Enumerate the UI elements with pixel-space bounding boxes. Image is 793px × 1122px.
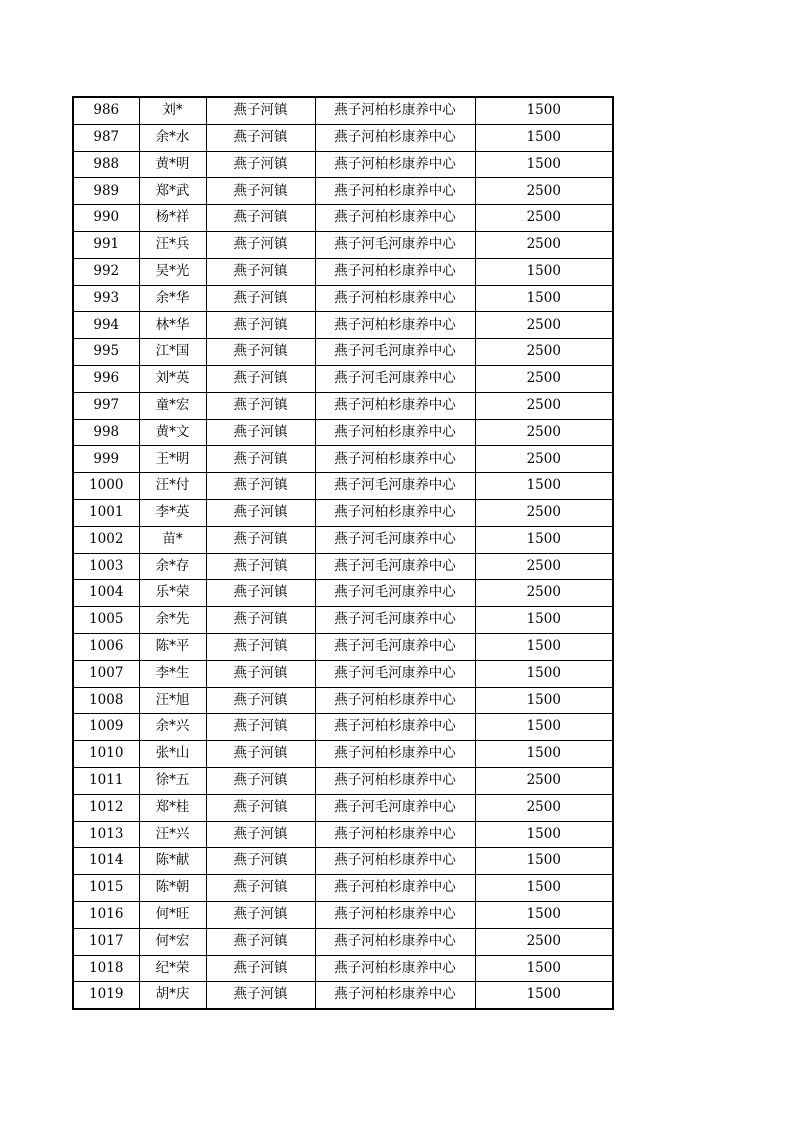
table-row xyxy=(73,365,613,392)
serial-number-cell: 1009 xyxy=(73,714,139,741)
serial-number-cell: 999 xyxy=(73,446,139,473)
table-row xyxy=(73,580,613,607)
town-cell: 燕子河镇 xyxy=(206,821,315,848)
serial-number-cell: 991 xyxy=(73,231,139,258)
amount-cell: 2500 xyxy=(475,231,613,258)
name-cell: 陈*平 xyxy=(139,633,206,660)
name-cell: 李*生 xyxy=(139,660,206,687)
care-center-cell: 燕子河毛河康养中心 xyxy=(315,553,475,580)
name-cell: 黄*文 xyxy=(139,419,206,446)
amount-cell: 1500 xyxy=(475,258,613,285)
name-cell: 吴*光 xyxy=(139,258,206,285)
serial-number-cell: 1015 xyxy=(73,875,139,902)
town-cell: 燕子河镇 xyxy=(206,285,315,312)
name-cell: 王*明 xyxy=(139,446,206,473)
amount-cell: 1500 xyxy=(475,901,613,928)
care-center-cell: 燕子河柏杉康养中心 xyxy=(315,124,475,151)
table-row xyxy=(73,741,613,768)
care-center-cell: 燕子河毛河康养中心 xyxy=(315,633,475,660)
serial-number-cell: 1007 xyxy=(73,660,139,687)
care-center-cell: 燕子河毛河康养中心 xyxy=(315,526,475,553)
table-row xyxy=(73,714,613,741)
care-center-cell: 燕子河柏杉康养中心 xyxy=(315,875,475,902)
care-center-cell: 燕子河柏杉康养中心 xyxy=(315,312,475,339)
serial-number-cell: 1004 xyxy=(73,580,139,607)
serial-number-cell: 1013 xyxy=(73,821,139,848)
table-row xyxy=(73,955,613,982)
care-center-cell: 燕子河柏杉康养中心 xyxy=(315,982,475,1009)
care-center-cell: 燕子河毛河康养中心 xyxy=(315,580,475,607)
amount-cell: 1500 xyxy=(475,875,613,902)
serial-number-cell: 1014 xyxy=(73,848,139,875)
records-table xyxy=(72,96,614,1010)
care-center-cell: 燕子河柏杉康养中心 xyxy=(315,714,475,741)
table-row xyxy=(73,526,613,553)
table-row xyxy=(73,687,613,714)
amount-cell: 1500 xyxy=(475,982,613,1009)
amount-cell: 2500 xyxy=(475,312,613,339)
serial-number-cell: 990 xyxy=(73,205,139,232)
town-cell: 燕子河镇 xyxy=(206,687,315,714)
care-center-cell: 燕子河柏杉康养中心 xyxy=(315,392,475,419)
amount-cell: 1500 xyxy=(475,955,613,982)
name-cell: 何*宏 xyxy=(139,928,206,955)
town-cell: 燕子河镇 xyxy=(206,848,315,875)
serial-number-cell: 993 xyxy=(73,285,139,312)
serial-number-cell: 1017 xyxy=(73,928,139,955)
care-center-cell: 燕子河毛河康养中心 xyxy=(315,473,475,500)
name-cell: 黄*明 xyxy=(139,151,206,178)
town-cell: 燕子河镇 xyxy=(206,392,315,419)
town-cell: 燕子河镇 xyxy=(206,741,315,768)
name-cell: 杨*祥 xyxy=(139,205,206,232)
town-cell: 燕子河镇 xyxy=(206,714,315,741)
serial-number-cell: 1010 xyxy=(73,741,139,768)
town-cell: 燕子河镇 xyxy=(206,419,315,446)
amount-cell: 2500 xyxy=(475,794,613,821)
table-row xyxy=(73,821,613,848)
amount-cell: 1500 xyxy=(475,151,613,178)
serial-number-cell: 992 xyxy=(73,258,139,285)
amount-cell: 2500 xyxy=(475,580,613,607)
amount-cell: 1500 xyxy=(475,124,613,151)
amount-cell: 2500 xyxy=(475,339,613,366)
care-center-cell: 燕子河毛河康养中心 xyxy=(315,339,475,366)
amount-cell: 1500 xyxy=(475,821,613,848)
name-cell: 汪*兵 xyxy=(139,231,206,258)
amount-cell: 2500 xyxy=(475,767,613,794)
amount-cell: 1500 xyxy=(475,97,613,124)
serial-number-cell: 1018 xyxy=(73,955,139,982)
town-cell: 燕子河镇 xyxy=(206,151,315,178)
care-center-cell: 燕子河柏杉康养中心 xyxy=(315,955,475,982)
care-center-cell: 燕子河柏杉康养中心 xyxy=(315,446,475,473)
care-center-cell: 燕子河柏杉康养中心 xyxy=(315,178,475,205)
table-row xyxy=(73,607,613,634)
amount-cell: 2500 xyxy=(475,499,613,526)
records-body xyxy=(73,97,613,1009)
care-center-cell: 燕子河柏杉康养中心 xyxy=(315,848,475,875)
serial-number-cell: 1000 xyxy=(73,473,139,500)
name-cell: 江*国 xyxy=(139,339,206,366)
town-cell: 燕子河镇 xyxy=(206,97,315,124)
amount-cell: 1500 xyxy=(475,660,613,687)
table-row xyxy=(73,392,613,419)
town-cell: 燕子河镇 xyxy=(206,955,315,982)
table-row xyxy=(73,473,613,500)
amount-cell: 1500 xyxy=(475,714,613,741)
table-row xyxy=(73,97,613,124)
name-cell: 余*兴 xyxy=(139,714,206,741)
name-cell: 童*宏 xyxy=(139,392,206,419)
table-row xyxy=(73,660,613,687)
name-cell: 汪*旭 xyxy=(139,687,206,714)
care-center-cell: 燕子河柏杉康养中心 xyxy=(315,741,475,768)
amount-cell: 2500 xyxy=(475,419,613,446)
name-cell: 徐*五 xyxy=(139,767,206,794)
amount-cell: 1500 xyxy=(475,473,613,500)
town-cell: 燕子河镇 xyxy=(206,258,315,285)
serial-number-cell: 1006 xyxy=(73,633,139,660)
amount-cell: 1500 xyxy=(475,633,613,660)
care-center-cell: 燕子河毛河康养中心 xyxy=(315,231,475,258)
name-cell: 李*英 xyxy=(139,499,206,526)
care-center-cell: 燕子河毛河康养中心 xyxy=(315,660,475,687)
town-cell: 燕子河镇 xyxy=(206,446,315,473)
serial-number-cell: 1003 xyxy=(73,553,139,580)
amount-cell: 1500 xyxy=(475,285,613,312)
town-cell: 燕子河镇 xyxy=(206,526,315,553)
serial-number-cell: 998 xyxy=(73,419,139,446)
care-center-cell: 燕子河柏杉康养中心 xyxy=(315,151,475,178)
care-center-cell: 燕子河毛河康养中心 xyxy=(315,365,475,392)
care-center-cell: 燕子河柏杉康养中心 xyxy=(315,499,475,526)
town-cell: 燕子河镇 xyxy=(206,901,315,928)
name-cell: 何*旺 xyxy=(139,901,206,928)
table-row xyxy=(73,875,613,902)
town-cell: 燕子河镇 xyxy=(206,178,315,205)
name-cell: 纪*荣 xyxy=(139,955,206,982)
name-cell: 刘*英 xyxy=(139,365,206,392)
care-center-cell: 燕子河毛河康养中心 xyxy=(315,607,475,634)
serial-number-cell: 1005 xyxy=(73,607,139,634)
care-center-cell: 燕子河毛河康养中心 xyxy=(315,794,475,821)
name-cell: 汪*兴 xyxy=(139,821,206,848)
serial-number-cell: 996 xyxy=(73,365,139,392)
name-cell: 余*先 xyxy=(139,607,206,634)
table-row xyxy=(73,848,613,875)
table-row xyxy=(73,446,613,473)
town-cell: 燕子河镇 xyxy=(206,660,315,687)
care-center-cell: 燕子河柏杉康养中心 xyxy=(315,419,475,446)
name-cell: 陈*献 xyxy=(139,848,206,875)
town-cell: 燕子河镇 xyxy=(206,231,315,258)
table-row xyxy=(73,124,613,151)
care-center-cell: 燕子河柏杉康养中心 xyxy=(315,205,475,232)
town-cell: 燕子河镇 xyxy=(206,473,315,500)
table-row xyxy=(73,312,613,339)
amount-cell: 1500 xyxy=(475,607,613,634)
name-cell: 苗* xyxy=(139,526,206,553)
care-center-cell: 燕子河柏杉康养中心 xyxy=(315,821,475,848)
town-cell: 燕子河镇 xyxy=(206,928,315,955)
town-cell: 燕子河镇 xyxy=(206,607,315,634)
amount-cell: 2500 xyxy=(475,446,613,473)
table-row xyxy=(73,928,613,955)
table-row xyxy=(73,258,613,285)
town-cell: 燕子河镇 xyxy=(206,312,315,339)
town-cell: 燕子河镇 xyxy=(206,124,315,151)
amount-cell: 1500 xyxy=(475,741,613,768)
amount-cell: 2500 xyxy=(475,392,613,419)
serial-number-cell: 1019 xyxy=(73,982,139,1009)
table-row xyxy=(73,151,613,178)
table-row xyxy=(73,633,613,660)
amount-cell: 1500 xyxy=(475,526,613,553)
serial-number-cell: 1008 xyxy=(73,687,139,714)
care-center-cell: 燕子河柏杉康养中心 xyxy=(315,687,475,714)
town-cell: 燕子河镇 xyxy=(206,205,315,232)
town-cell: 燕子河镇 xyxy=(206,339,315,366)
serial-number-cell: 1012 xyxy=(73,794,139,821)
town-cell: 燕子河镇 xyxy=(206,794,315,821)
town-cell: 燕子河镇 xyxy=(206,553,315,580)
amount-cell: 2500 xyxy=(475,365,613,392)
town-cell: 燕子河镇 xyxy=(206,633,315,660)
table-row xyxy=(73,982,613,1009)
table-row xyxy=(73,767,613,794)
serial-number-cell: 1001 xyxy=(73,499,139,526)
amount-cell: 2500 xyxy=(475,553,613,580)
table-row xyxy=(73,553,613,580)
town-cell: 燕子河镇 xyxy=(206,767,315,794)
name-cell: 郑*桂 xyxy=(139,794,206,821)
town-cell: 燕子河镇 xyxy=(206,580,315,607)
care-center-cell: 燕子河柏杉康养中心 xyxy=(315,285,475,312)
name-cell: 汪*付 xyxy=(139,473,206,500)
name-cell: 郑*武 xyxy=(139,178,206,205)
name-cell: 陈*朝 xyxy=(139,875,206,902)
amount-cell: 1500 xyxy=(475,687,613,714)
care-center-cell: 燕子河柏杉康养中心 xyxy=(315,767,475,794)
serial-number-cell: 986 xyxy=(73,97,139,124)
town-cell: 燕子河镇 xyxy=(206,875,315,902)
serial-number-cell: 1002 xyxy=(73,526,139,553)
name-cell: 余*水 xyxy=(139,124,206,151)
serial-number-cell: 1016 xyxy=(73,901,139,928)
table-row xyxy=(73,794,613,821)
name-cell: 胡*庆 xyxy=(139,982,206,1009)
table-row xyxy=(73,339,613,366)
table-row xyxy=(73,901,613,928)
town-cell: 燕子河镇 xyxy=(206,499,315,526)
name-cell: 余*华 xyxy=(139,285,206,312)
table-row xyxy=(73,285,613,312)
serial-number-cell: 994 xyxy=(73,312,139,339)
serial-number-cell: 997 xyxy=(73,392,139,419)
amount-cell: 2500 xyxy=(475,928,613,955)
name-cell: 张*山 xyxy=(139,741,206,768)
table-row xyxy=(73,205,613,232)
serial-number-cell: 995 xyxy=(73,339,139,366)
care-center-cell: 燕子河柏杉康养中心 xyxy=(315,901,475,928)
care-center-cell: 燕子河柏杉康养中心 xyxy=(315,928,475,955)
serial-number-cell: 989 xyxy=(73,178,139,205)
name-cell: 乐*荣 xyxy=(139,580,206,607)
table-row xyxy=(73,419,613,446)
table-row xyxy=(73,178,613,205)
amount-cell: 1500 xyxy=(475,848,613,875)
amount-cell: 2500 xyxy=(475,205,613,232)
name-cell: 刘* xyxy=(139,97,206,124)
serial-number-cell: 1011 xyxy=(73,767,139,794)
care-center-cell: 燕子河柏杉康养中心 xyxy=(315,258,475,285)
amount-cell: 2500 xyxy=(475,178,613,205)
table-row xyxy=(73,499,613,526)
name-cell: 余*存 xyxy=(139,553,206,580)
table-row xyxy=(73,231,613,258)
town-cell: 燕子河镇 xyxy=(206,365,315,392)
care-center-cell: 燕子河柏杉康养中心 xyxy=(315,97,475,124)
town-cell: 燕子河镇 xyxy=(206,982,315,1009)
serial-number-cell: 988 xyxy=(73,151,139,178)
name-cell: 林*华 xyxy=(139,312,206,339)
serial-number-cell: 987 xyxy=(73,124,139,151)
